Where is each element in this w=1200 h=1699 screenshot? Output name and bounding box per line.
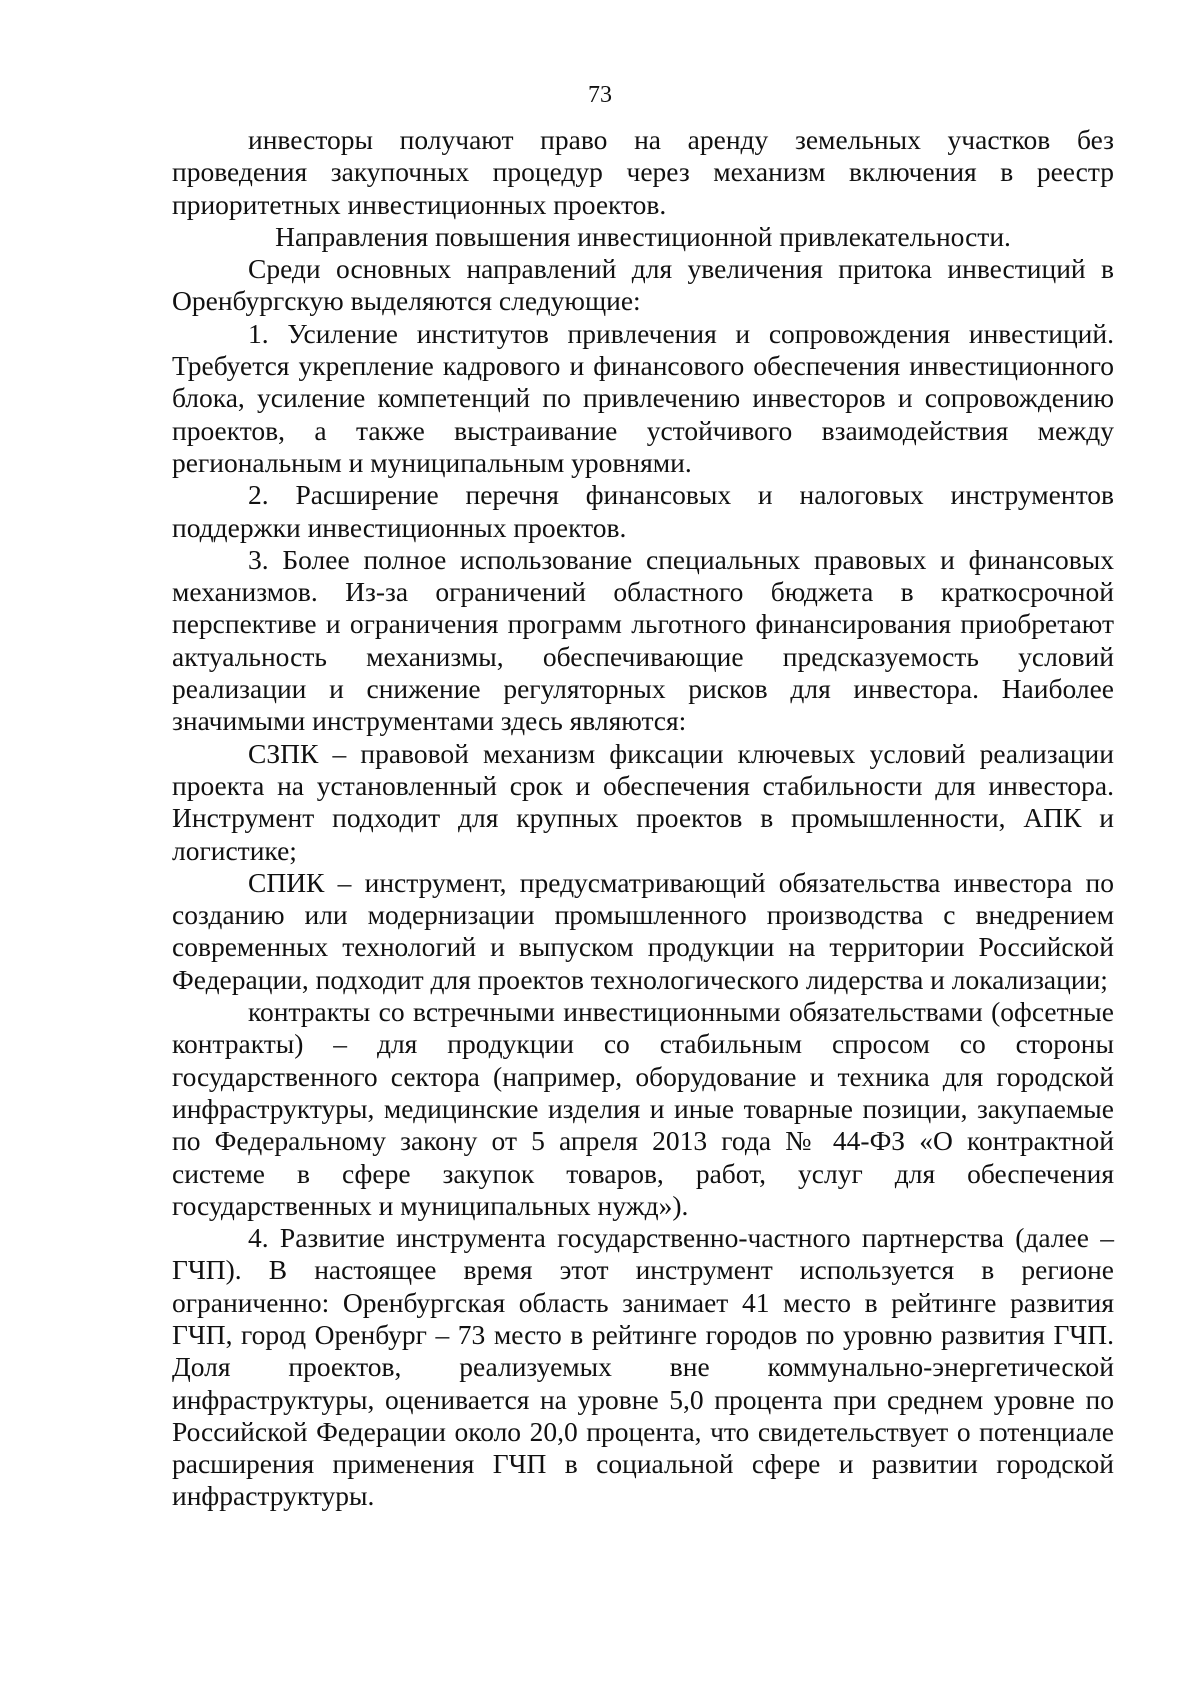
list-item-3: 3. Более полное использование специальных правовых и финансовых механизмов. Из-за ограничений областного бюджета в краткосрочной перспективе и ограничения программ льготного финансирования приобретают актуальность механизмы, обеспечивающие предсказуемость условий реализации и снижение регуляторных рисков для инвестора. Наиболее значимыми инструментами здесь являются: [172, 543, 1114, 737]
list-item-4: 4. Развитие инструмента государственно-частного партнерства (далее – ГЧП). В настоящее время этот инструмент используется в регионе ограниченно: Оренбургская область занимает 41 место в рейтинге развития ГЧП, город Оренбург – 73 место в рейтинге городов по уровню развития ГЧП. Доля проектов, реализуемых вне коммунально-энергетической инфраструктуры, оценивается на уровне 5,0 процента при среднем уровне по Российской Федерации около 20,0 процента, что свидетельствует о потенциале расширения применения ГЧП в социальной сфере и развитии городской инфраструктуры. [172, 1222, 1114, 1512]
paragraph-spik: СПИК – инструмент, предусматривающий обязательства инвестора по созданию или модернизации промышленного производства с внедрением современных технологий и выпуском продукции на территории Российской Федерации, подходит для проектов технологического лидерства и локализации; [172, 866, 1114, 995]
paragraph-continuation: инвесторы получают право на аренду земельных участков без проведения закупочных процедур через механизм включения в реестр приоритетных инвестиционных проектов. [172, 124, 1114, 220]
paragraph-offset-contracts: контракты со встречными инвестиционными обязательствами (офсетные контракты) – для продукции со стабильным спросом со стороны государственного сектора (например, оборудование и техника для городской инфраструктуры, медицинские изделия и иные товарные позиции, закупаемые по Федеральному закону от 5 апреля 2013 года № 44-ФЗ «О контрактной системе в сфере закупок товаров, работ, услуг для обеспечения государственных и муниципальных нужд»). [172, 996, 1114, 1221]
section-heading: Направления повышения инвестиционной привлекательности. [275, 220, 1011, 252]
paragraph-intro: Среди основных направлений для увеличения притока инвестиций в Оренбургскую выделяются следующие: [172, 253, 1114, 317]
document-body [172, 124, 1114, 1513]
list-item-1: 1. Усиление институтов привлечения и сопровождения инвестиций. Требуется укрепление кадрового и финансового обеспечения инвестиционного блока, усиление компетенций по привлечению инвесторов и сопровождению проектов, а также выстраивание устойчивого взаимодействия между региональным и муниципальным уровнями. [172, 317, 1114, 478]
paragraph-szpk: СЗПК – правовой механизм фиксации ключевых условий реализации проекта на установленный срок и обеспечения стабильности для инвестора. Инструмент подходит для крупных проектов в промышленности, АПК и логистике; [172, 737, 1114, 866]
page-number: 73 [588, 82, 612, 108]
list-item-2: 2. Расширение перечня финансовых и налоговых инструментов поддержки инвестиционных проектов. [172, 479, 1114, 543]
